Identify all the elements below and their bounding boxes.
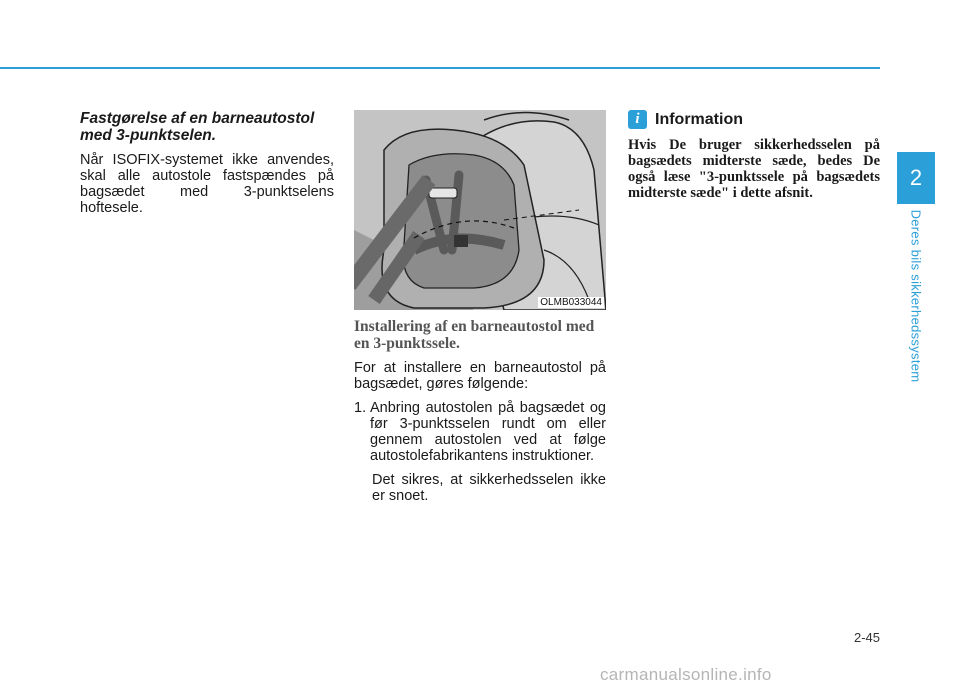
info-text: Hvis De bruger sikkerhedsselen på bagsædets midterste sæde, bedes De også læse "3-punktssele på bagsædets midterste sæde" i dette afsnit.	[628, 137, 880, 201]
step-note: Det sikres, at sikkerhedsselen ikke er snoet.	[372, 472, 606, 504]
list-text: Anbring autostolen på bagsædet og før 3-punktsselen rundt om eller gennem autostolen ved at følge autostolefabrikantens instruktioner.	[370, 400, 606, 464]
chapter-tab: 2	[897, 152, 935, 204]
left-column	[80, 110, 334, 216]
child-seat-drawing	[354, 110, 606, 310]
middle-column	[354, 110, 606, 504]
list-number: 1.	[354, 400, 367, 416]
info-title: Information	[655, 110, 743, 128]
isofix-paragraph: Når ISOFIX-systemet ikke anvendes, skal alle autostole fastspændes på bagsædet med 3-punktselens hoftesele.	[80, 152, 334, 216]
page-number: 2-45	[853, 630, 880, 645]
figure-code: OLMB033044	[540, 297, 602, 308]
child-seat-illustration	[354, 110, 606, 310]
info-column	[628, 110, 880, 201]
installation-intro: For at installere en barneautostol på bagsædet, gøres følgende:	[354, 360, 606, 392]
top-rule	[0, 67, 880, 69]
chapter-title: Deres bils sikkerhedssystem	[908, 209, 924, 383]
list-item	[354, 400, 606, 464]
section-subheading: Fastgørelse af en barneautostol med 3-punktselen.	[80, 110, 315, 144]
watermark: carmanualsonline.info	[600, 665, 772, 684]
info-icon: i	[628, 110, 647, 129]
info-header	[628, 110, 880, 129]
installation-heading: Installering af en barneautostol med en 3-punktssele.	[354, 318, 595, 352]
